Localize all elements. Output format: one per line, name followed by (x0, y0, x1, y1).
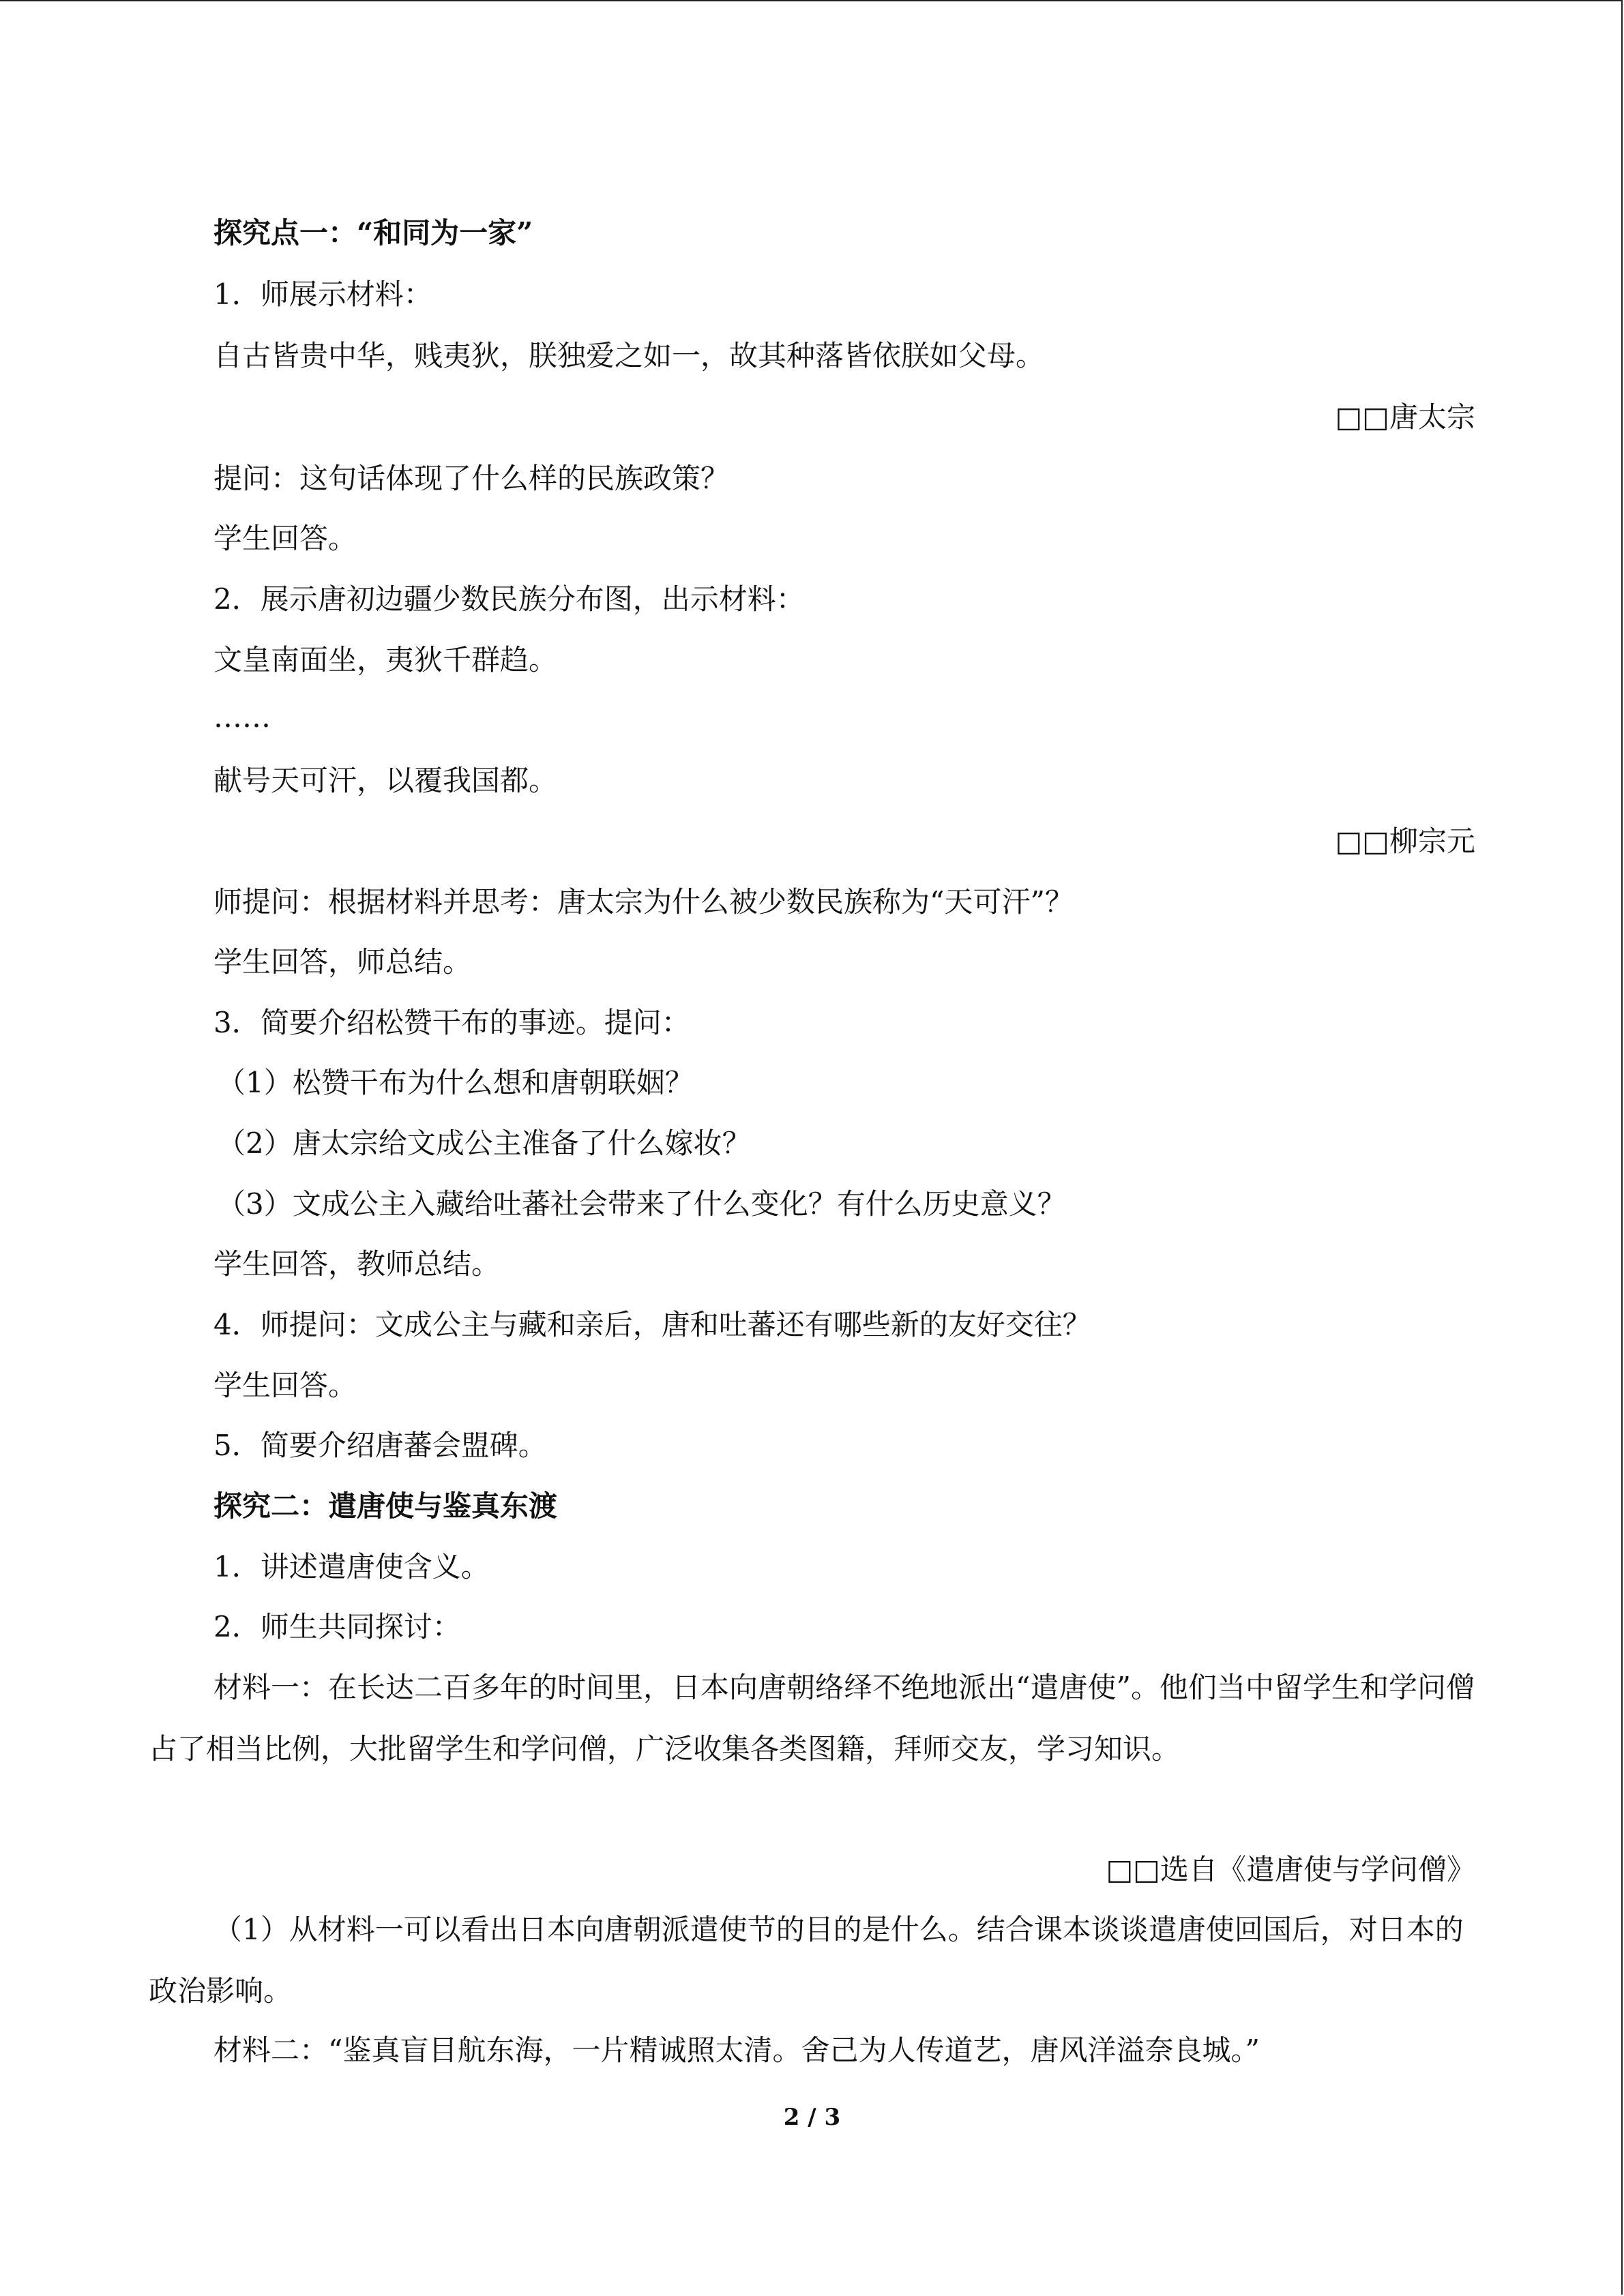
paragraph: 文皇南面坐，夷狄千群趋。 (213, 643, 558, 676)
citation: □□唐太宗 (1335, 400, 1475, 434)
paragraph: 1．讲述遣唐使含义。 (213, 1550, 490, 1583)
paragraph: 学生回答，教师总结。 (213, 1247, 501, 1281)
paragraph: 5．简要介绍唐蕃会盟碑。 (213, 1429, 547, 1462)
question-item: （2）唐太宗给文成公主准备了什么嫁妆？ (217, 1127, 751, 1160)
paragraph: 2．展示唐初边疆少数民族分布图，出示材料： (213, 582, 805, 616)
paragraph: 学生回答。 (213, 522, 357, 555)
question-paragraph: （1）从材料一可以看出日本向唐朝派遣使节的目的是什么。结合课本谈谈遣唐使回国后，对日本的政治影响。 (149, 1913, 1464, 2008)
paragraph: 献号天可汗，以覆我国都。 (213, 764, 558, 797)
paragraph: 自古皆贵中华，贱夷狄，朕独爱之如一，故其种落皆依朕如父母。 (213, 339, 1045, 372)
paragraph: 学生回答，师总结。 (213, 945, 472, 979)
paragraph: 学生回答。 (213, 1369, 357, 1402)
section-heading-2: 探究二：遣唐使与鉴真东渡 (213, 1489, 558, 1523)
paragraph: 4．师提问：文成公主与藏和亲后，唐和吐蕃还有哪些新的友好交往？ (213, 1308, 1091, 1341)
paragraph: 1．师展示材料： (213, 278, 432, 311)
question-item: （3）文成公主入藏给吐蕃社会带来了什么变化？有什么历史意义？ (217, 1187, 1066, 1221)
material-one-paragraph: 材料一：在长达二百多年的时间里，日本向唐朝络绎不绝地派出“遣唐使”。他们当中留学生和学问僧占了相当比例，大批留学生和学问僧，广泛收集各类图籍，拜师交友，学习知识。 (149, 1671, 1475, 1765)
section-heading-1: 探究点一：“和同为一家” (213, 216, 533, 250)
citation: □□选自《遣唐使与学问僧》 (1106, 1853, 1475, 1886)
question-item: （1）松赞干布为什么想和唐朝联姻？ (217, 1066, 694, 1099)
paragraph: 提问：这句话体现了什么样的民族政策？ (213, 462, 730, 495)
ellipsis: …… (213, 700, 271, 734)
citation: □□柳宗元 (1335, 824, 1475, 858)
page-number: 2 / 3 (783, 2104, 841, 2131)
paragraph: 3．简要介绍松赞干布的事迹。提问： (213, 1006, 690, 1039)
paragraph: 2．师生共同探讨： (213, 1610, 461, 1643)
paragraph: 材料二：“鉴真盲目航东海，一片精诚照太清。舍己为人传道艺，唐风洋溢奈良城。” (213, 2033, 1260, 2067)
paragraph: 师提问：根据材料并思考：唐太宗为什么被少数民族称为“天可汗”？ (213, 885, 1074, 919)
